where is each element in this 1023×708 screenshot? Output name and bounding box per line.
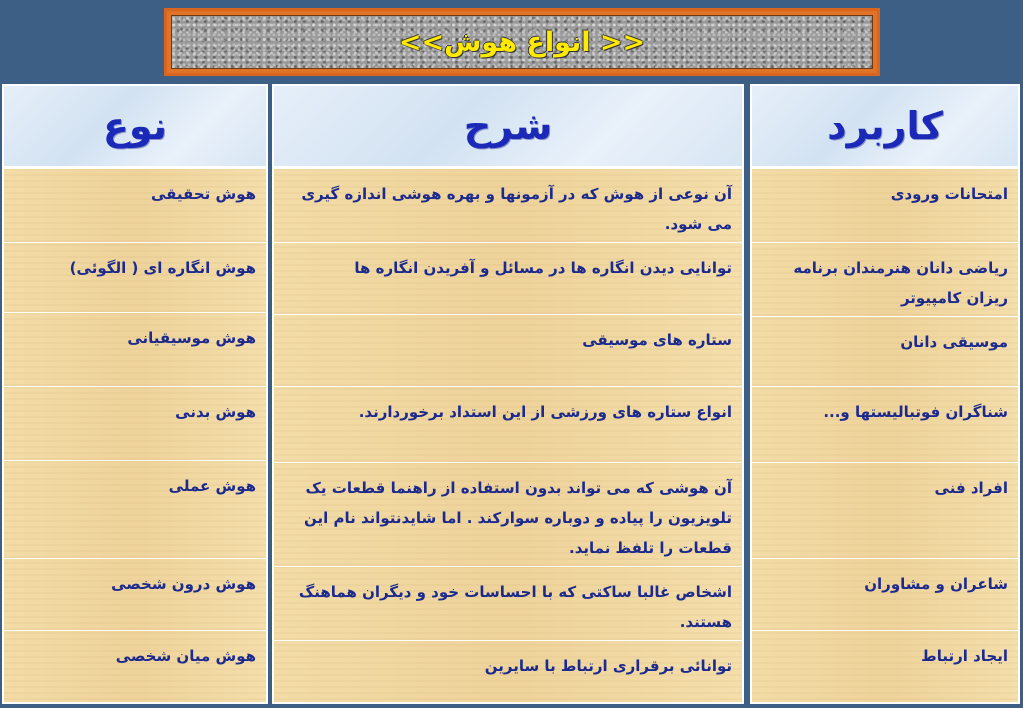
application-cell-4: شناگران فوتبالیستها و... xyxy=(752,386,1018,462)
title-banner xyxy=(164,8,880,76)
type-cell-7: هوش میان شخصی xyxy=(4,630,266,704)
description-cell-4: انواع ستاره های ورزشی از این استداد برخوردارند. xyxy=(274,386,742,462)
description-cell-1: آن نوعی از هوش که در آزمونها و بهره هوشی اندازه گیری می شود. xyxy=(274,168,742,242)
application-cell-1: امتحانات ورودی xyxy=(752,168,1018,242)
description-cell-5: آن هوشی که می تواند بدون استفاده از راهنما قطعات یک تلویزیون را پیاده و دوباره سوارکند . اما شایدنتواند نام این قطعات را تلفظ نماید. xyxy=(274,462,742,566)
type-cell-4: هوش بدنی xyxy=(4,386,266,460)
title-banner-inner xyxy=(171,15,873,69)
column-application xyxy=(750,84,1020,704)
type-cell-1: هوش تحقیقی xyxy=(4,168,266,242)
description-cell-3: ستاره های موسیقی xyxy=(274,314,742,386)
description-cell-2: توانایی دیدن انگاره ها در مسائل و آفریدن انگاره ها xyxy=(274,242,742,314)
type-cell-3: هوش موسیقیانی xyxy=(4,312,266,386)
column-type xyxy=(2,84,268,704)
application-cell-2: ریاضی دانان هنرمندان برنامه ریزان کامپیوتر xyxy=(752,242,1018,316)
description-cell-7: توانائی برقراری ارتباط با سایرین xyxy=(274,640,742,704)
column-application-header: کاربرد xyxy=(752,86,1018,168)
application-cell-7: ایجاد ارتباط xyxy=(752,630,1018,704)
application-cell-6: شاعران و مشاوران xyxy=(752,558,1018,630)
description-cell-6: اشخاص غالبا ساکتی که با احساسات خود و دیگران هماهنگ هستند. xyxy=(274,566,742,640)
application-cell-5: افراد فنی xyxy=(752,462,1018,558)
column-type-header: نوع xyxy=(4,86,266,168)
column-description xyxy=(272,84,744,704)
type-cell-2: هوش انگاره ای ( الگوئی) xyxy=(4,242,266,312)
application-cell-3: موسیقی دانان xyxy=(752,316,1018,386)
type-cell-6: هوش درون شخصی xyxy=(4,558,266,630)
page-title: << انواع هوش>> xyxy=(398,26,646,58)
column-description-header: شرح xyxy=(274,86,742,168)
type-cell-5: هوش عملی xyxy=(4,460,266,558)
